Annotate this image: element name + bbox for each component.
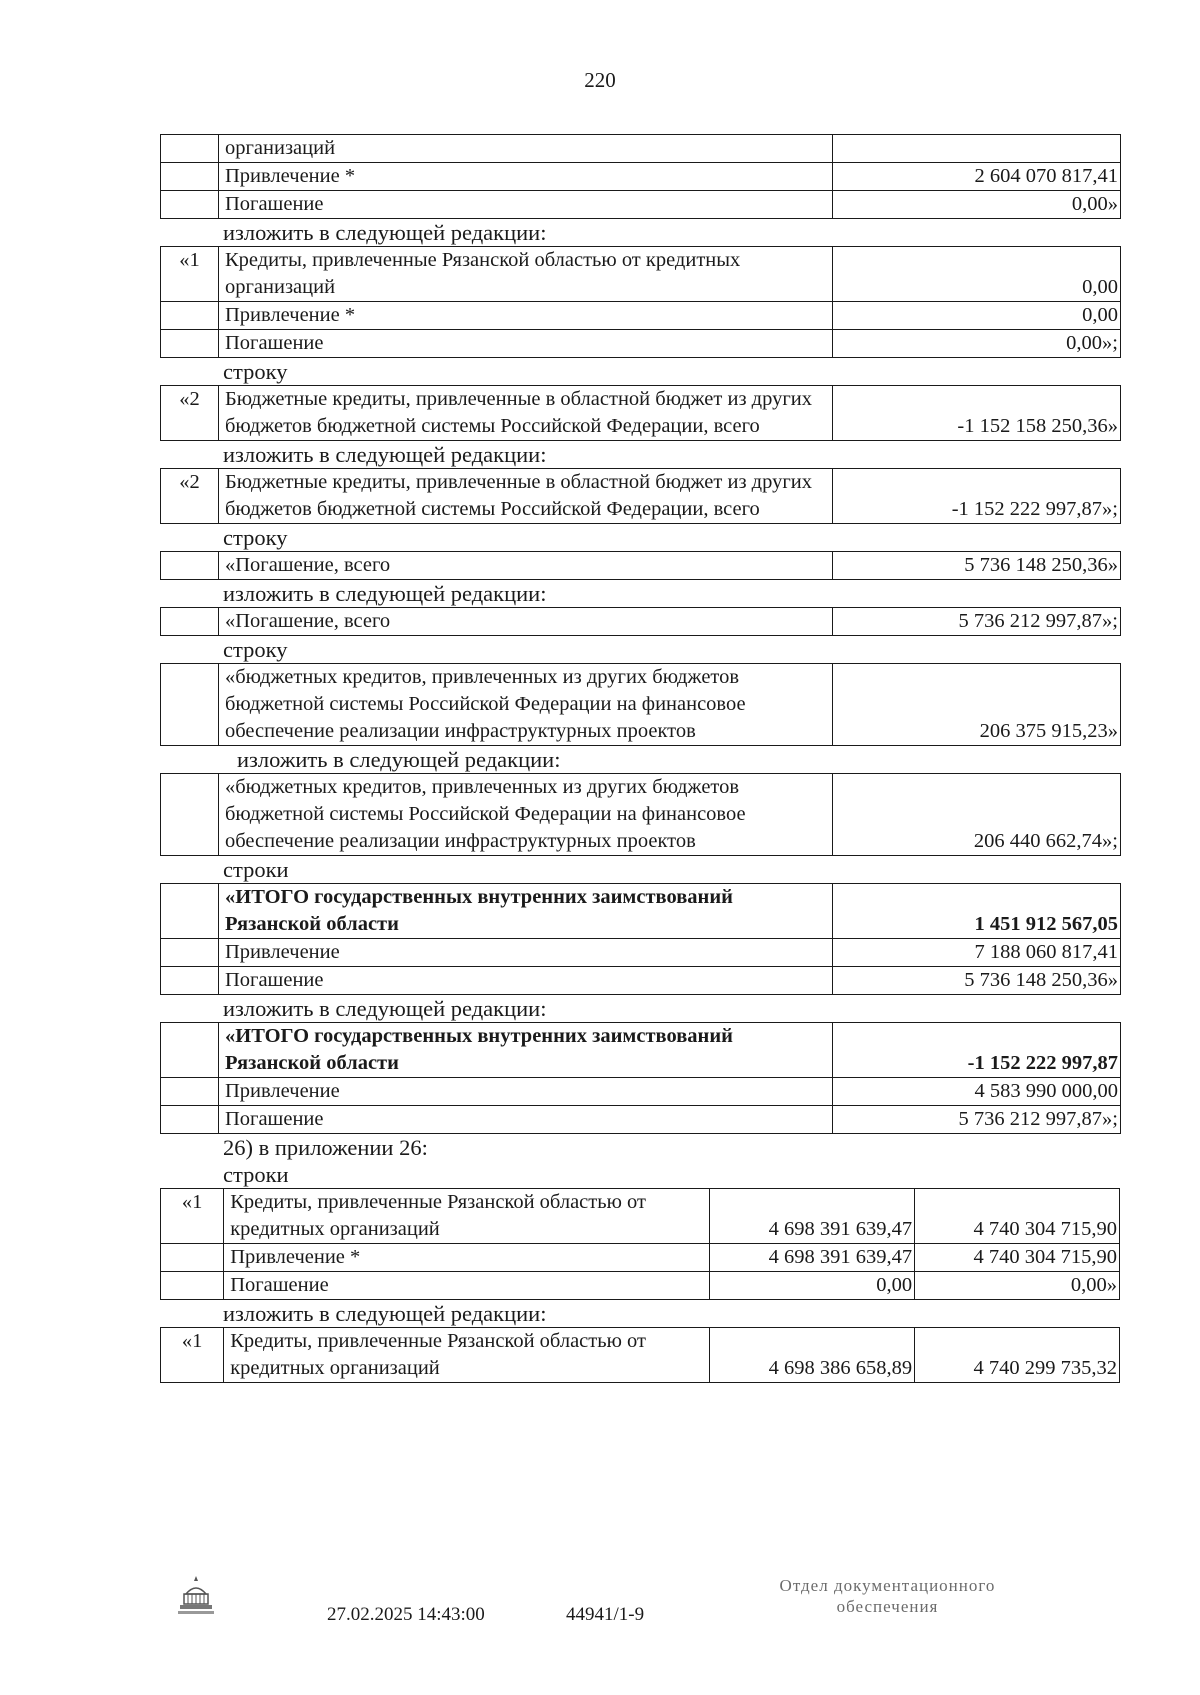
row-label: Кредиты, привлеченные Рязанской областью от кредитных организаций xyxy=(224,1189,710,1244)
row-number xyxy=(161,552,219,580)
section-intro: изложить в следующей редакции: xyxy=(237,747,561,772)
row-amount: -1 152 222 997,87»; xyxy=(833,469,1121,524)
row-amount: 5 736 212 997,87»; xyxy=(833,608,1121,636)
row-amount: 206 375 915,23» xyxy=(833,664,1121,746)
row-number xyxy=(161,664,219,746)
row-amount: 4 740 304 715,90 xyxy=(915,1189,1120,1244)
table-row xyxy=(161,967,1121,995)
row-amount: 5 736 212 997,87»; xyxy=(833,1106,1121,1134)
section-intro: изложить в следующей редакции: xyxy=(223,442,547,467)
row-number xyxy=(161,1023,219,1078)
row-number xyxy=(161,1078,219,1106)
table-row xyxy=(161,1078,1121,1106)
footer xyxy=(0,1604,1200,1664)
table-row xyxy=(161,664,1121,746)
row-amount xyxy=(833,135,1121,163)
table-row xyxy=(161,884,1121,939)
row-amount: -1 152 222 997,87 xyxy=(833,1023,1121,1078)
row-label: Погашение xyxy=(219,1106,833,1134)
row-label: «Погашение, всего xyxy=(219,608,833,636)
table-row xyxy=(161,774,1121,856)
row-label: Кредиты, привлеченные Рязанской областью от кредитных организаций xyxy=(219,247,833,302)
department-stamp: Отдел документационного обеспечения xyxy=(779,1576,996,1616)
page-number: 220 xyxy=(584,68,616,92)
section-intro: изложить в следующей редакции: xyxy=(223,220,547,245)
section-intro: 26) в приложении 26: xyxy=(223,1135,428,1160)
row-number xyxy=(161,330,219,358)
row-label: Погашение xyxy=(224,1272,710,1300)
row-number xyxy=(161,884,219,939)
table-row xyxy=(161,163,1121,191)
row-number xyxy=(161,1106,219,1134)
section-intro: изложить в следующей редакции: xyxy=(223,996,547,1021)
table-row xyxy=(161,1023,1121,1078)
row-number xyxy=(161,163,219,191)
row-number: «1 xyxy=(161,1328,224,1383)
row-number xyxy=(161,967,219,995)
table-row xyxy=(161,1272,1120,1300)
row-amount: -1 152 158 250,36» xyxy=(833,386,1121,441)
row-number: «1 xyxy=(161,1189,224,1244)
section-intro: строку xyxy=(223,359,288,384)
table-row xyxy=(161,191,1121,219)
footer-datetime: 27.02.2025 14:43:00 xyxy=(327,1604,485,1625)
amendment-table xyxy=(160,134,1121,219)
section-intro: строку xyxy=(223,525,288,550)
row-label: «Погашение, всего xyxy=(219,552,833,580)
row-label: Бюджетные кредиты, привлеченные в областной бюджет из других бюджетов бюджетной системы Российской Федерации, всего xyxy=(219,469,833,524)
row-amount: 0,00 xyxy=(833,247,1121,302)
table-row xyxy=(161,469,1121,524)
table-row xyxy=(161,939,1121,967)
row-amount: 206 440 662,74»; xyxy=(833,774,1121,856)
row-amount: 4 740 299 735,32 xyxy=(915,1328,1120,1383)
amendment-table xyxy=(160,773,1121,856)
row-number: «1 xyxy=(161,247,219,302)
document-body xyxy=(160,134,1122,1383)
amendment-table xyxy=(160,1188,1120,1300)
row-amount: 4 698 391 639,47 xyxy=(710,1244,915,1272)
footer-reg-number: 44941/1-9 xyxy=(566,1604,645,1625)
section-intro: изложить в следующей редакции: xyxy=(223,1301,547,1326)
table-row xyxy=(161,1189,1120,1244)
row-label: Привлечение * xyxy=(219,163,833,191)
row-amount: 0,00»; xyxy=(833,330,1121,358)
row-number xyxy=(161,1272,224,1300)
row-amount: 4 698 391 639,47 xyxy=(710,1189,915,1244)
row-number xyxy=(161,939,219,967)
row-amount: 7 188 060 817,41 xyxy=(833,939,1121,967)
row-number: «2 xyxy=(161,386,219,441)
row-label: Привлечение xyxy=(219,1078,833,1106)
row-number xyxy=(161,608,219,636)
amendment-table xyxy=(160,607,1121,636)
section-intro: изложить в следующей редакции: xyxy=(223,581,547,606)
row-label: «бюджетных кредитов, привлеченных из других бюджетов бюджетной системы Российской Федерации на финансовое обеспечение реализации инфраструктурных проектов xyxy=(219,664,833,746)
row-label: «ИТОГО государственных внутренних заимствований Рязанской области xyxy=(219,1023,833,1078)
row-number: «2 xyxy=(161,469,219,524)
amendment-table xyxy=(160,1327,1120,1383)
row-label: Погашение xyxy=(219,967,833,995)
row-label: Погашение xyxy=(219,191,833,219)
row-amount: 0,00» xyxy=(915,1272,1120,1300)
amendment-table xyxy=(160,385,1121,441)
row-amount: 4 740 304 715,90 xyxy=(915,1244,1120,1272)
row-label: «бюджетных кредитов, привлеченных из других бюджетов бюджетной системы Российской Федерации на финансовое обеспечение реализации инфраструктурных проектов xyxy=(219,774,833,856)
table-row xyxy=(161,608,1121,636)
row-label: Бюджетные кредиты, привлеченные в областной бюджет из других бюджетов бюджетной системы Российской Федерации, всего xyxy=(219,386,833,441)
amendment-table xyxy=(160,883,1121,995)
table-row xyxy=(161,1244,1120,1272)
table-row xyxy=(161,302,1121,330)
amendment-table xyxy=(160,246,1121,358)
row-label: Привлечение * xyxy=(224,1244,710,1272)
row-amount: 5 736 148 250,36» xyxy=(833,967,1121,995)
row-amount: 4 698 386 658,89 xyxy=(710,1328,915,1383)
table-row xyxy=(161,1106,1121,1134)
amendment-table xyxy=(160,551,1121,580)
amendment-table xyxy=(160,468,1121,524)
row-number xyxy=(161,135,219,163)
section-intro: строки xyxy=(223,857,289,882)
row-label: Привлечение * xyxy=(219,302,833,330)
table-row xyxy=(161,330,1121,358)
row-label: Привлечение xyxy=(219,939,833,967)
row-amount: 1 451 912 567,05 xyxy=(833,884,1121,939)
row-number xyxy=(161,302,219,330)
row-amount: 4 583 990 000,00 xyxy=(833,1078,1121,1106)
row-number xyxy=(161,774,219,856)
row-amount: 0,00 xyxy=(833,302,1121,330)
amendment-table xyxy=(160,663,1121,746)
row-label: «ИТОГО государственных внутренних заимствований Рязанской области xyxy=(219,884,833,939)
table-row xyxy=(161,552,1121,580)
row-amount: 2 604 070 817,41 xyxy=(833,163,1121,191)
row-number xyxy=(161,191,219,219)
row-label: Погашение xyxy=(219,330,833,358)
row-label: Кредиты, привлеченные Рязанской областью от кредитных организаций xyxy=(224,1328,710,1383)
row-amount: 0,00» xyxy=(833,191,1121,219)
table-row xyxy=(161,135,1121,163)
row-number xyxy=(161,1244,224,1272)
row-label: организаций xyxy=(219,135,833,163)
table-row xyxy=(161,247,1121,302)
row-amount: 0,00 xyxy=(710,1272,915,1300)
section-intro: строку xyxy=(223,637,288,662)
table-row xyxy=(161,386,1121,441)
row-amount: 5 736 148 250,36» xyxy=(833,552,1121,580)
section-intro: строки xyxy=(223,1162,289,1187)
amendment-table xyxy=(160,1022,1121,1134)
table-row xyxy=(161,1328,1120,1383)
